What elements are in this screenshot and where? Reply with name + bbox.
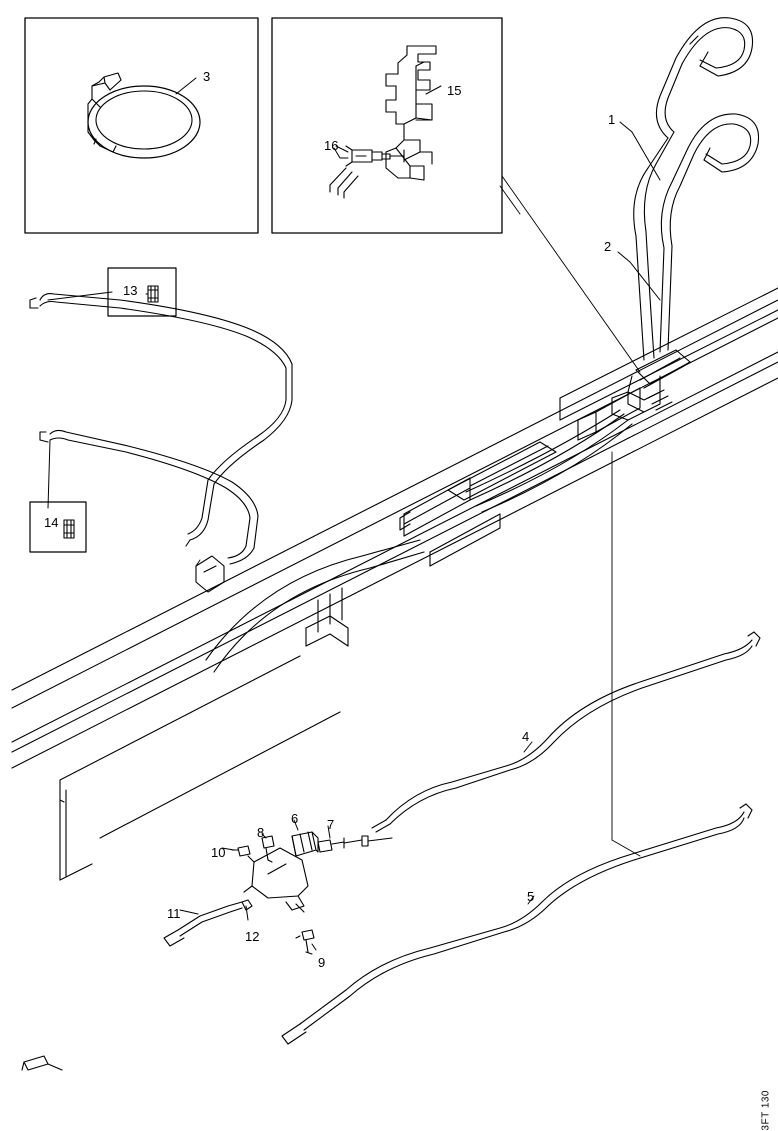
small-parts-cluster xyxy=(164,817,392,954)
callout-8: 8 xyxy=(257,825,265,840)
callout-10: 10 xyxy=(211,845,226,860)
detail-box-clamp xyxy=(25,18,258,233)
callout-12: 12 xyxy=(245,929,260,944)
callout-16: 16 xyxy=(324,138,339,153)
figure-code: 3FT 130 xyxy=(761,1090,772,1131)
callout-15: 15 xyxy=(447,83,462,98)
callout-1: 1 xyxy=(608,112,616,127)
callout-14: 14 xyxy=(44,515,59,530)
hose-part-5 xyxy=(282,804,752,1044)
callout-3: 3 xyxy=(203,69,211,84)
callout-11: 11 xyxy=(167,906,181,921)
callout-2: 2 xyxy=(604,239,612,254)
callout-9: 9 xyxy=(318,955,326,970)
hose-part-4 xyxy=(372,632,760,832)
hose-part-1 xyxy=(620,18,753,360)
orientation-marker xyxy=(22,1056,62,1070)
callout-6: 6 xyxy=(291,811,299,826)
callout-7: 7 xyxy=(327,817,335,832)
callout-13: 13 xyxy=(123,283,138,298)
callout-4: 4 xyxy=(522,729,530,744)
hose-part-2 xyxy=(618,114,759,352)
detail-box-bracket xyxy=(272,18,502,233)
callout-5: 5 xyxy=(527,889,535,904)
detail-box-13 xyxy=(108,268,176,316)
